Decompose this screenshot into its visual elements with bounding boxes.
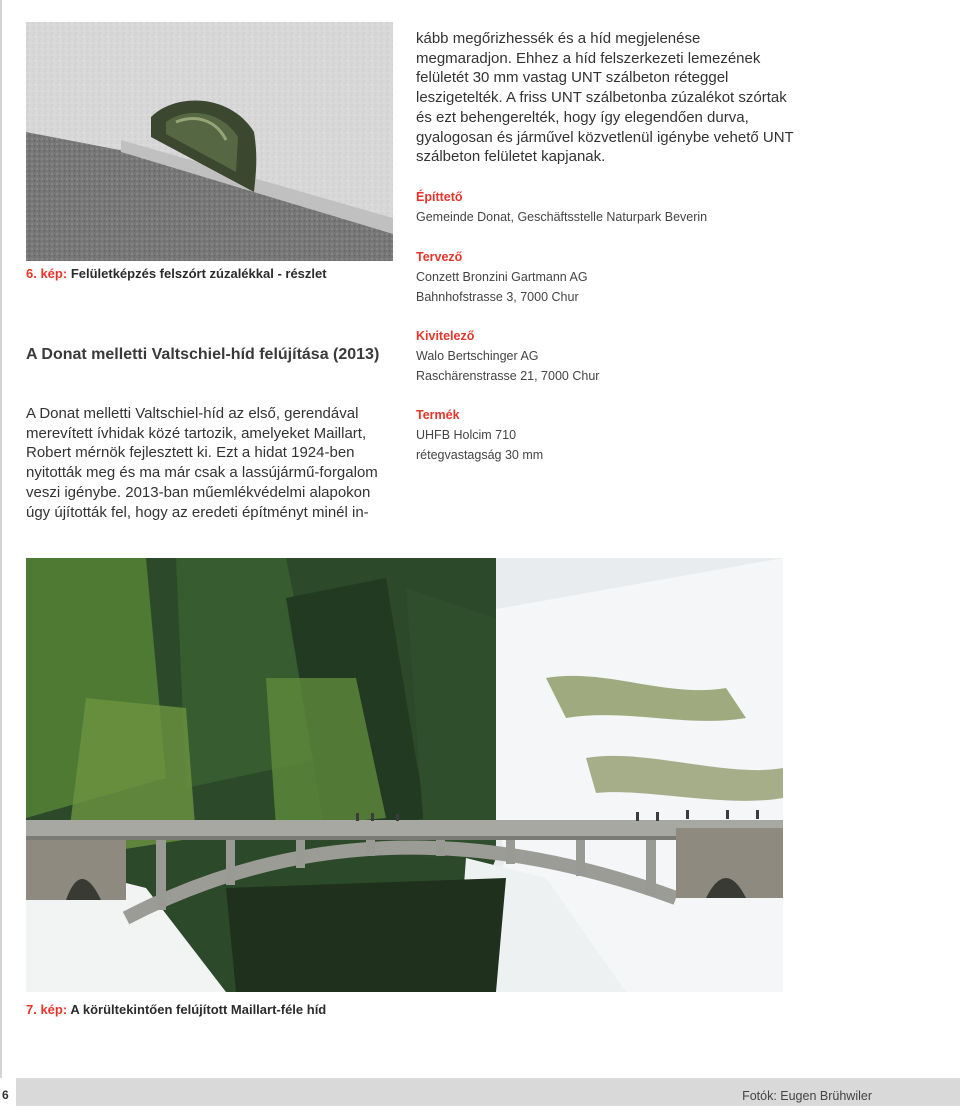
info-product bbox=[416, 405, 796, 465]
photo7-caption-number: 7. kép: bbox=[26, 1002, 68, 1017]
info-contractor bbox=[416, 326, 796, 386]
product-layer: rétegvastagság 30 mm bbox=[416, 448, 544, 462]
article-body-continued: kább megőrizhessék és a híd megjelenése megmaradjon. Ehhez a híd felszerkezeti lemezének felületét 30 mm vastag UNT szálbeton réteggel leszigetelték. A friss UNT szálbetonba zúzalékot szórtak és ezt behengerelték, hogy így elegendően durva, gyalogosan és járművel közvetlenül igénybe vehető UNT szálbeton felületet kapjanak. bbox=[416, 30, 794, 166]
product-label: Termék bbox=[416, 408, 460, 422]
page-number: 6 bbox=[0, 1078, 16, 1106]
page-edge bbox=[0, 0, 2, 1078]
builder-value: Gemeinde Donat, Geschäftsstelle Naturpark Beverin bbox=[416, 210, 708, 224]
photo6-caption-text: Felületképzés felszórt zúzalékkal - részlet bbox=[70, 266, 327, 281]
photo-credits: Fotók: Eugen Brühwiler bbox=[742, 1089, 872, 1103]
photo7-caption-text: A körültekintően felújított Maillart-féle híd bbox=[70, 1002, 327, 1017]
product-name: UHFB Holcim 710 bbox=[416, 428, 517, 442]
article-body: A Donat melletti Valtschiel-híd az első, gerendával merevített ívhidak közé tartozik, amelyeket Maillart, Robert mérnök fejlesztett ki. Ezt a hidat 1924-ben nyitották meg és ma már csak a lassújármű-forgalom veszi igénybe. 2013-ban műemlékvédelmi alapokon úgy újították fel, hogy az eredeti építményt minél in- bbox=[26, 405, 378, 521]
info-builder bbox=[416, 187, 796, 227]
contractor-name: Walo Bertschinger AG bbox=[416, 349, 539, 363]
contractor-address: Raschärenstrasse 21, 7000 Chur bbox=[416, 369, 600, 383]
designer-name: Conzett Bronzini Gartmann AG bbox=[416, 270, 588, 284]
photo6-caption bbox=[26, 266, 327, 281]
photo-surface-detail bbox=[26, 22, 393, 261]
contractor-label: Kivitelező bbox=[416, 329, 475, 343]
info-designer bbox=[416, 247, 796, 307]
designer-label: Tervező bbox=[416, 250, 463, 264]
article-heading: A Donat melletti Valtschiel-híd felújítása (2013) bbox=[26, 346, 380, 363]
designer-address: Bahnhofstrasse 3, 7000 Chur bbox=[416, 290, 579, 304]
photo-bridge bbox=[26, 558, 783, 992]
photo6-caption-number: 6. kép: bbox=[26, 266, 68, 281]
photo7-caption bbox=[26, 1002, 326, 1017]
builder-label: Építtető bbox=[416, 190, 463, 204]
